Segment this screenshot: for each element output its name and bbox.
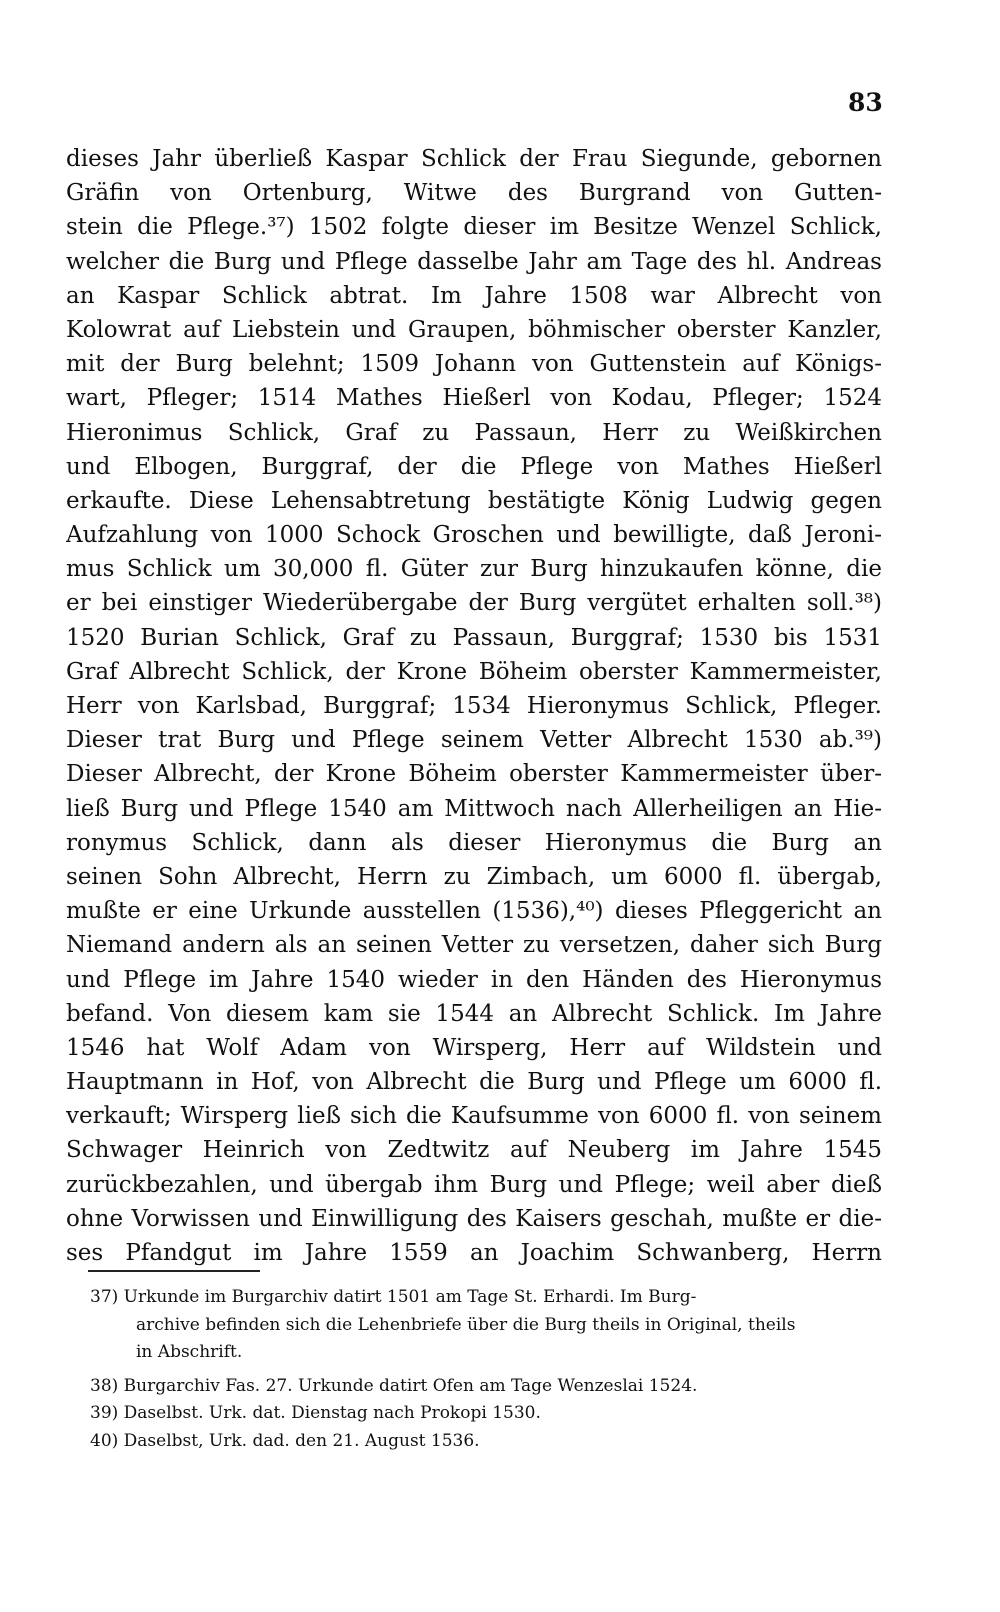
text-line: ronymus Schlick, dann als dieser Hieronymus die Burg an [66, 829, 882, 856]
text-line: welcher die Burg und Pflege dasselbe Jahr am Tage des hl. Andreas [66, 248, 882, 275]
text-line: Hieronimus Schlick, Graf zu Passaun, Herr zu Weißkirchen [66, 419, 882, 446]
footnotes [90, 1284, 880, 1456]
footnote-39 [90, 1400, 880, 1428]
text-line: mus Schlick um 30,000 fl. Güter zur Burg hinzukaufen könne, die [66, 556, 882, 583]
text-line: erkaufte. Diese Lehensabtretung bestätigte König Ludwig gegen [66, 487, 882, 514]
text-line: er bei einstiger Wiederübergabe der Burg vergütet erhalten soll.³⁸) [66, 590, 882, 617]
footnote-line: 39) Daselbst. Urk. dat. Dienstag nach Prokopi 1530. [90, 1403, 541, 1424]
text-line: ließ Burg und Pflege 1540 am Mittwoch nach Allerheiligen an Hie- [66, 795, 882, 822]
text-line: verkauft; Wirsperg ließ sich die Kaufsumme von 6000 fl. von seinem [66, 1103, 882, 1130]
text-line: stein die Pflege.³⁷) 1502 folgte dieser im Besitze Wenzel Schlick, [66, 214, 882, 241]
footnote-line: 40) Daselbst, Urk. dad. den 21. August 1536. [90, 1430, 480, 1451]
text-line: 1546 hat Wolf Adam von Wirsperg, Herr auf Wildstein und [66, 1034, 882, 1061]
text-line: Niemand andern als an seinen Vetter zu versetzen, daher sich Burg [66, 932, 882, 959]
text-line: ohne Vorwissen und Einwilligung des Kaisers geschah, mußte er die- [66, 1205, 882, 1232]
text-line: seinen Sohn Albrecht, Herrn zu Zimbach, um 6000 fl. übergab, [66, 863, 882, 890]
footnote-divider [88, 1270, 260, 1272]
footnote-line: archive befinden sich die Lehenbriefe über die Burg theils in Original, theils [136, 1314, 796, 1335]
text-line: mußte er eine Urkunde ausstellen (1536),⁴⁰) dieses Pfleggericht an [66, 898, 882, 925]
footnote-line: 37) Urkunde im Burgarchiv datirt 1501 am Tage St. Erhardi. Im Burg- [90, 1287, 697, 1307]
text-line: 1520 Burian Schlick, Graf zu Passaun, Burggraf; 1530 bis 1531 [66, 624, 882, 651]
page-number: 83 [848, 88, 883, 117]
text-line: Hauptmann in Hof, von Albrecht die Burg und Pflege um 6000 fl. [66, 1069, 882, 1096]
text-line: Dieser Albrecht, der Krone Böheim oberster Kammermeister über- [66, 761, 882, 788]
text-line: Gräfin von Ortenburg, Witwe des Burgrand von Gutten- [66, 180, 882, 207]
text-line: Aufzahlung von 1000 Schock Groschen und bewilligte, daß Jeroni- [66, 522, 882, 549]
text-line: Dieser trat Burg und Pflege seinem Vetter Albrecht 1530 ab.³⁹) [66, 727, 882, 754]
text-line: Graf Albrecht Schlick, der Krone Böheim oberster Kammermeister, [66, 658, 882, 685]
text-line: dieses Jahr überließ Kaspar Schlick der Frau Siegunde, gebornen [66, 146, 882, 172]
footnote-40 [90, 1428, 880, 1456]
text-line: Herr von Karlsbad, Burggraf; 1534 Hieronymus Schlick, Pfleger. [66, 693, 882, 719]
footnote-line: in Abschrift. [136, 1342, 243, 1363]
text-line: Kolowrat auf Liebstein und Graupen, böhmischer oberster Kanzler, [66, 316, 882, 343]
text-line: befand. Von diesem kam sie 1544 an Albrecht Schlick. Im Jahre [66, 1000, 882, 1027]
text-line: und Pflege im Jahre 1540 wieder in den Händen des Hieronymus [66, 966, 882, 993]
text-line: ses Pfandgut im Jahre 1559 an Joachim Schwanberg, Herrn [66, 1240, 882, 1266]
text-line: zurückbezahlen, und übergab ihm Burg und Pflege; weil aber dieß [66, 1171, 882, 1198]
text-line: wart, Pfleger; 1514 Mathes Hießerl von Kodau, Pfleger; 1524 [66, 385, 882, 412]
text-line: mit der Burg belehnt; 1509 Johann von Guttenstein auf Königs- [66, 351, 882, 378]
footnote-38 [90, 1373, 880, 1401]
text-line: an Kaspar Schlick abtrat. Im Jahre 1508 war Albrecht von [66, 282, 882, 309]
text-line: Schwager Heinrich von Zedtwitz auf Neuberg im Jahre 1545 [66, 1137, 882, 1164]
footnote-line: 38) Burgarchiv Fas. 27. Urkunde datirt Ofen am Tage Wenzeslai 1524. [90, 1375, 698, 1396]
text-line: und Elbogen, Burggraf, der die Pflege von Mathes Hießerl [66, 453, 882, 480]
body-text [66, 142, 882, 1270]
footnote-37 [90, 1284, 880, 1367]
